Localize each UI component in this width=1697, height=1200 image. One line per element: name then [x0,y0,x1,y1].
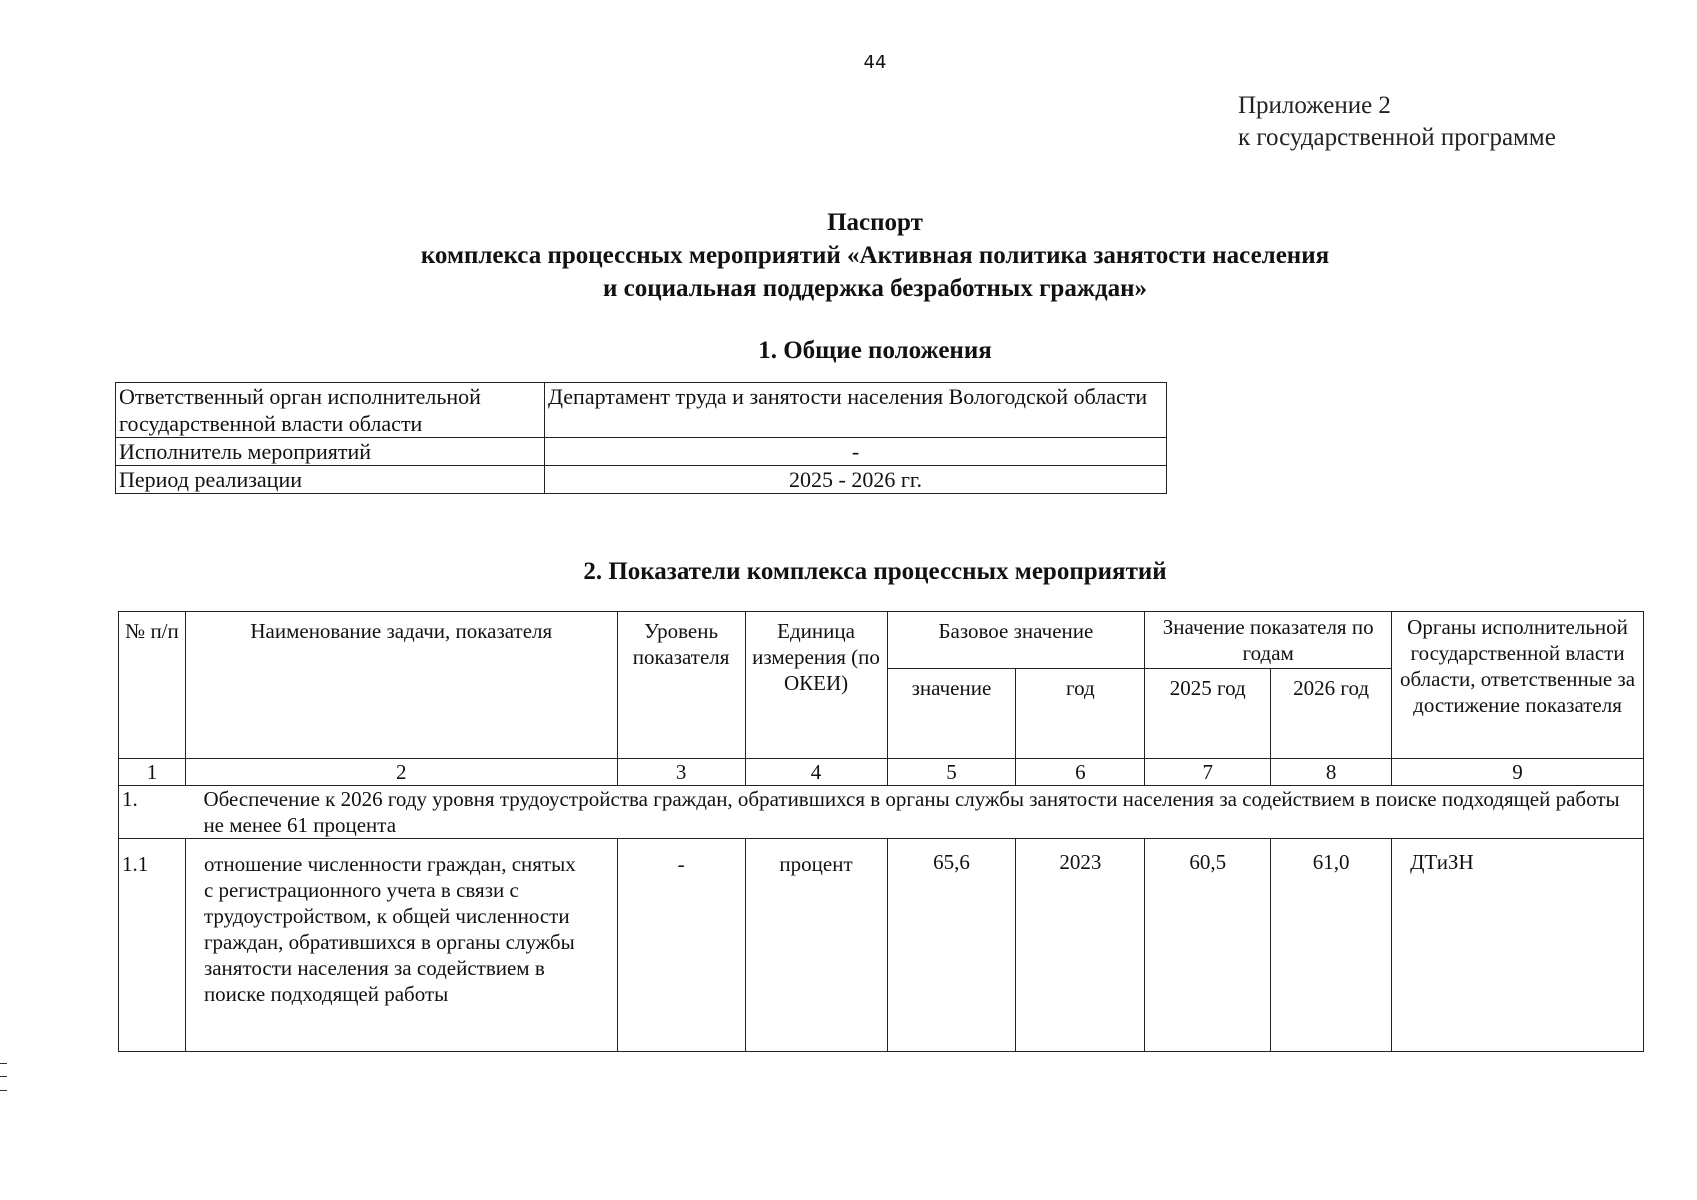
col-number-3: 3 [617,759,745,786]
col-number-4: 4 [745,759,887,786]
col-number-2: 2 [185,759,617,786]
appendix-note [1238,90,1556,154]
general-row-executor [116,438,1167,466]
task-text: Обеспечение к 2026 году уровня трудоустройства граждан, обратившихся в органы службы занятости населения за содействием в поиске подходящей работы не менее 61 процента [185,786,1643,839]
header-name: Наименование задачи, показателя [185,612,617,759]
indicator-name: отношение численности граждан, снятых с регистрационного учета в связи с трудоустройством, к общей численности граждан, обратившихся в органы службы занятости населения за содействием в поиске подходящей работы [185,839,617,1052]
general-row-period [116,466,1167,494]
col-number-8: 8 [1271,759,1392,786]
indicator-2026: 61,0 [1271,839,1392,1052]
responsible-body-label: Ответственный орган исполнительной государственной власти области [116,383,545,438]
executor-label: Исполнитель мероприятий [116,438,545,466]
page-number: 44 [863,52,887,73]
section-1-heading: 1. Общие положения [758,337,992,364]
appendix-line-2: к государственной программе [1238,124,1556,151]
header-base: Базовое значение [887,612,1145,669]
task-num: 1. [119,786,186,839]
indicator-unit: процент [745,839,887,1052]
indicator-2025: 60,5 [1145,839,1271,1052]
document-title [0,206,1697,305]
header-row-1 [119,612,1644,669]
col-number-9: 9 [1392,759,1644,786]
col-number-7: 7 [1145,759,1271,786]
period-label: Период реализации [116,466,545,494]
general-provisions-table [115,382,1167,494]
appendix-line-1: Приложение 2 [1238,92,1391,119]
indicator-level: - [617,839,745,1052]
title-line-3: и социальная поддержка безработных граждан» [602,275,1148,302]
responsible-body-value: Департамент труда и занятости населения Вологодской области [545,383,1167,438]
section-2-heading: 2. Показатели комплекса процессных мероприятий [583,558,1167,585]
header-responsible-bodies: Органы исполнительной государственной власти области, ответственные за достижение показателя [1392,612,1644,759]
task-row [119,786,1644,839]
header-2025: 2025 год [1145,668,1271,758]
indicator-base-year: 2023 [1016,839,1145,1052]
header-by-years: Значение показателя по годам [1145,612,1392,669]
col-number-5: 5 [887,759,1016,786]
col-number-6: 6 [1016,759,1145,786]
col-number-1: 1 [119,759,186,786]
indicator-base-value: 65,6 [887,839,1016,1052]
header-num: № п/п [119,612,186,759]
executor-value: - [545,438,1167,466]
header-level: Уровень показателя [617,612,745,759]
header-base-value: значение [887,668,1016,758]
indicator-responsible-body: ДТиЗН [1392,839,1644,1052]
general-row-responsible [116,383,1167,438]
period-value: 2025 - 2026 гг. [545,466,1167,494]
margin-mark [0,1063,7,1091]
header-unit: Единица измерения (по ОКЕИ) [745,612,887,759]
title-line-1: Паспорт [827,209,923,236]
indicator-num: 1.1 [119,839,186,1052]
indicators-table [118,611,1644,1052]
title-line-2: комплекса процессных мероприятий «Активная политика занятости населения [420,242,1330,269]
column-numbers-row [119,759,1644,786]
header-2026: 2026 год [1271,668,1392,758]
indicator-row [119,839,1644,1052]
header-base-year: год [1016,668,1145,758]
